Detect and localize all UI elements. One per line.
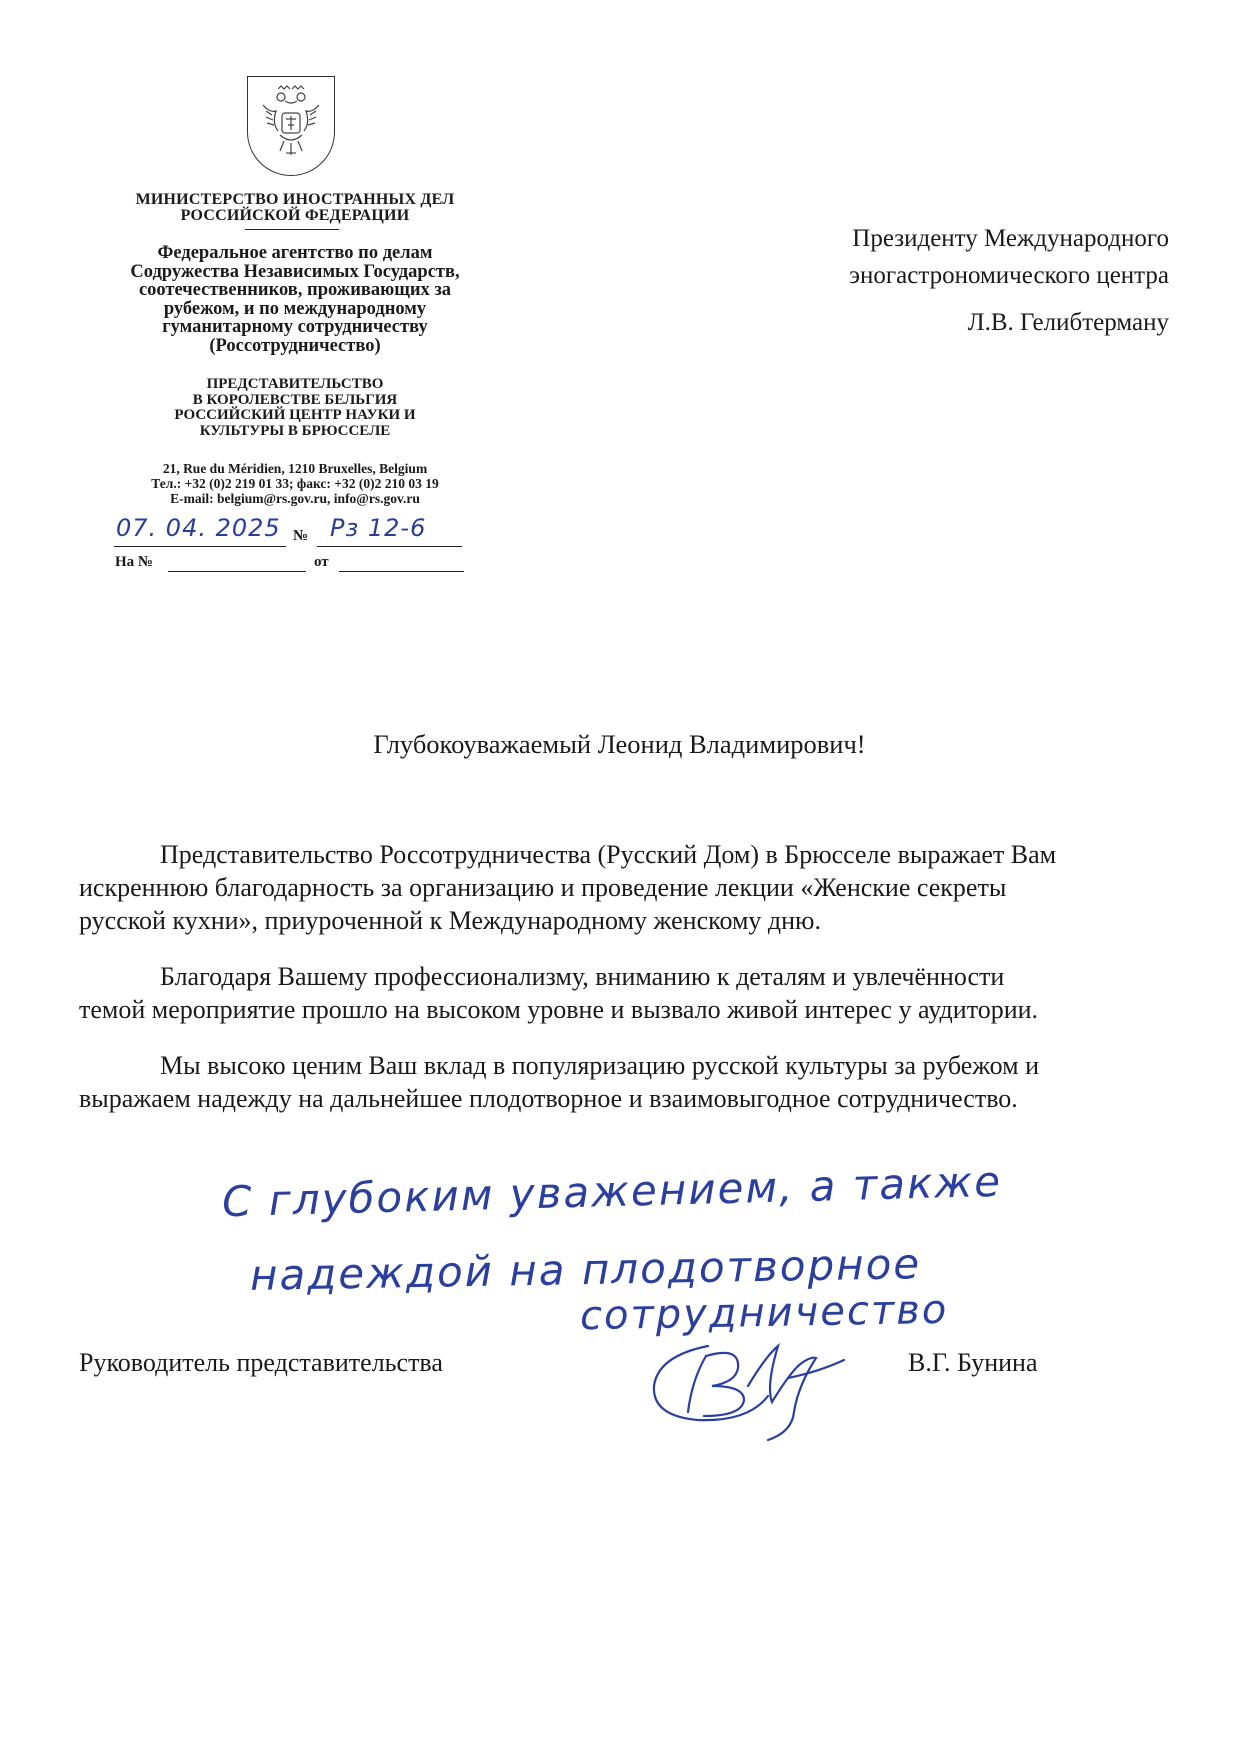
agency-line: Содружества Независимых Государств, <box>130 261 460 282</box>
paragraph-line: выражаем надежду на дальнейшее плодотворное и взаимовыгодное сотрудничество. <box>79 1084 1018 1113</box>
signatory-name: В.Г. Бунина <box>908 1348 1038 1377</box>
agency-heading <box>100 244 490 355</box>
ministry-heading <box>100 192 490 224</box>
handwritten-number: Рз 12-6 <box>330 514 427 542</box>
reference-date-line <box>339 571 464 572</box>
body-paragraph <box>79 1049 1149 1115</box>
letterhead-divider <box>245 229 339 230</box>
office-line: ПРЕДСТАВИТЕЛЬСТВО <box>206 376 384 392</box>
number-sign: № <box>293 528 309 544</box>
reference-label: На № <box>115 554 153 570</box>
handwritten-note-line: сотрудничество <box>579 1286 949 1340</box>
coat-of-arms-emblem <box>247 76 335 176</box>
agency-line: рубежом, и по международному <box>163 298 427 319</box>
contact-block <box>100 461 490 506</box>
salutation: Глубокоуважаемый Леонид Владимирович! <box>373 729 866 759</box>
office-line: В КОРОЛЕВСТВЕ БЕЛЬГИЯ <box>192 391 398 408</box>
reference-number-line <box>168 571 306 572</box>
agency-line: соотечественников, проживающих за <box>138 280 452 300</box>
body-paragraph <box>79 838 1149 937</box>
paragraph-line: Благодаря Вашему профессионализму, вниманию к деталям и увлечённости <box>160 962 1005 991</box>
addressee-line: эногастрономического центра <box>849 262 1169 289</box>
paragraph-line: Мы высоко ценим Ваш вклад в популяризацию русской культуры за рубежом и <box>160 1051 1039 1080</box>
handwritten-signature <box>648 1316 858 1446</box>
reference-from-label: от <box>314 554 329 570</box>
paragraph-line: русской кухни», приуроченной к Международному женскому дню. <box>79 906 821 935</box>
ministry-line: МИНИСТЕРСТВО ИНОСТРАННЫХ ДЕЛ <box>135 191 455 208</box>
addressee-line: Президенту Международного <box>852 225 1169 252</box>
handwritten-note-line: С глубоким уважением, а также <box>221 1156 1003 1227</box>
office-heading <box>100 377 490 439</box>
paragraph-line: темой мероприятие прошло на высоком уровне и вызвало живой интерес у аудитории. <box>79 995 1039 1024</box>
agency-line: Федеральное агентство по делам <box>157 243 433 263</box>
paragraph-line: искреннюю благодарность за организацию и проведение лекции «Женские секреты <box>79 873 1007 902</box>
phone-line: Тел.: +32 (0)2 219 01 33; факс: +32 (0)2 210 03 19 <box>151 476 439 491</box>
office-line: КУЛЬТУРЫ В БРЮССЕЛЕ <box>199 422 391 439</box>
signatory-title: Руководитель представительства <box>79 1348 443 1377</box>
office-line: РОССИЙСКИЙ ЦЕНТР НАУКИ И <box>174 407 416 423</box>
address-line: 21, Rue du Méridien, 1210 Bruxelles, Belgium <box>162 461 428 476</box>
addressee-block <box>849 220 1169 341</box>
paragraph-line: Представительство Россотрудничества (Русский Дом) в Брюсселе выражает Вам <box>160 840 1057 869</box>
double-headed-eagle-icon <box>258 83 324 163</box>
addressee-name: Л.В. Гелибтерману <box>967 309 1169 336</box>
agency-line: (Россотрудничество) <box>209 335 381 356</box>
body-paragraph <box>79 960 1149 1026</box>
agency-line: гуманитарному сотрудничеству <box>162 317 428 337</box>
ministry-line: РОССИЙСКОЙ ФЕДЕРАЦИИ <box>180 207 410 224</box>
handwritten-note-line: надеждой на плодотворное <box>249 1239 922 1300</box>
email-line: E-mail: belgium@rs.gov.ru, info@rs.gov.ru <box>170 491 420 506</box>
handwritten-date: 07. 04. 2025 <box>116 514 281 542</box>
